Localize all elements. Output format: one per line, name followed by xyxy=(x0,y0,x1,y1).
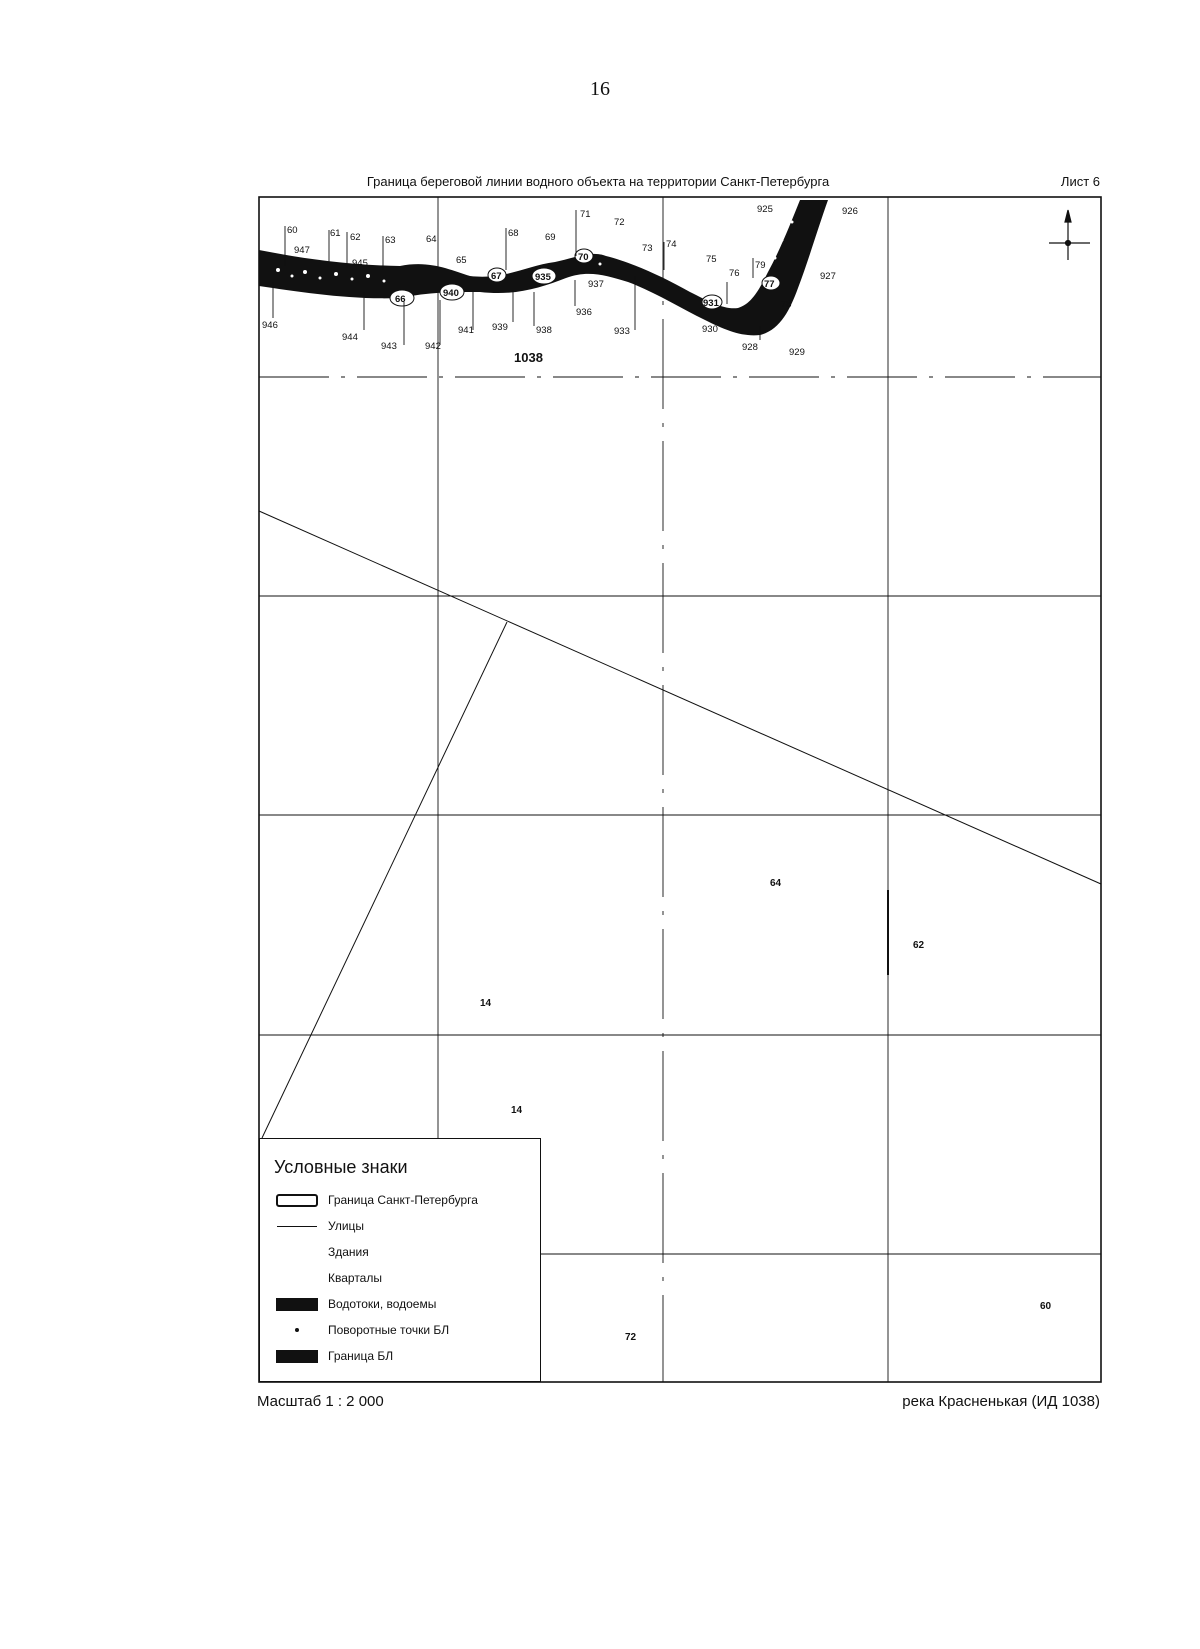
filled-symbol-icon xyxy=(274,1348,320,1364)
north-arrow-icon xyxy=(1049,210,1090,260)
point-label: 942 xyxy=(425,341,441,352)
point-label: 74 xyxy=(666,239,677,250)
streets xyxy=(259,511,1101,1138)
legend xyxy=(259,1138,541,1382)
map-scale: Масштаб 1 : 2 000 xyxy=(257,1393,384,1410)
legend-item-waterbodies xyxy=(274,1295,436,1313)
point-label: 75 xyxy=(706,254,717,265)
point-label: 945 xyxy=(352,258,368,269)
block-label: 14 xyxy=(511,1105,523,1116)
river-krasnenkaya xyxy=(259,200,828,335)
point-label: 925 xyxy=(757,204,773,215)
point-label: 65 xyxy=(456,255,467,266)
filled-symbol-icon xyxy=(274,1296,320,1312)
legend-item-buildings xyxy=(274,1243,369,1261)
river-name: река Красненькая (ИД 1038) xyxy=(902,1393,1100,1410)
point-label: 69 xyxy=(545,232,556,243)
block-label: 60 xyxy=(1040,1301,1052,1312)
block-label: 72 xyxy=(625,1332,637,1343)
block-label: 64 xyxy=(770,878,782,889)
point-label: 927 xyxy=(820,271,836,282)
point-label: 78 xyxy=(781,299,792,310)
point-label: 79 xyxy=(755,260,766,271)
point-label: 933 xyxy=(614,326,630,337)
point-label: 936 xyxy=(576,307,592,318)
point-label: 72 xyxy=(614,217,625,228)
point-label: 926 xyxy=(842,206,858,217)
point-label: 73 xyxy=(642,243,653,254)
legend-label: Здания xyxy=(328,1245,369,1259)
point-label: 61 xyxy=(330,228,341,239)
legend-label: Кварталы xyxy=(328,1271,382,1285)
point-label: 63 xyxy=(385,235,396,246)
legend-label: Поворотные точки БЛ xyxy=(328,1323,450,1337)
point-label: 946 xyxy=(262,320,278,331)
point-label: 64 xyxy=(426,234,437,245)
point-label: 939 xyxy=(492,322,508,333)
line-symbol-icon xyxy=(274,1218,320,1234)
point-label: 928 xyxy=(742,342,758,353)
legend-label: Улицы xyxy=(328,1219,365,1233)
outline-symbol-icon xyxy=(274,1192,320,1208)
point-label: 947 xyxy=(294,245,310,256)
page-number: 16 xyxy=(590,78,610,100)
point-label: 62 xyxy=(350,232,361,243)
legend-item-shoreline-border xyxy=(274,1347,393,1365)
block-label: 14 xyxy=(480,998,492,1009)
point-label: 935 xyxy=(535,272,551,283)
legend-label: Граница БЛ xyxy=(328,1349,394,1363)
legend-label: Граница Санкт-Петербурга xyxy=(328,1193,478,1207)
point-label: 60 xyxy=(287,225,298,236)
legend-item-blocks xyxy=(274,1269,382,1287)
point-label: 931 xyxy=(703,298,719,309)
point-label: 929 xyxy=(789,347,805,358)
legend-title: Условные знаки xyxy=(274,1157,408,1177)
block-label: 62 xyxy=(913,940,925,951)
point-label: 941 xyxy=(458,325,474,336)
point-label: 943 xyxy=(381,341,397,352)
point-label: 944 xyxy=(342,332,358,343)
legend-item-streets xyxy=(274,1217,364,1235)
point-label: 76 xyxy=(729,268,740,279)
dot-symbol-icon xyxy=(274,1322,320,1338)
empty-symbol-icon xyxy=(274,1270,320,1286)
point-label: 67 xyxy=(491,271,502,282)
object-id-label: 1038 xyxy=(514,350,543,365)
point-label: 68 xyxy=(508,228,519,239)
sheet-label: Лист 6 xyxy=(1060,174,1100,189)
legend-item-turning-points xyxy=(274,1321,449,1339)
legend-item-spb-border xyxy=(274,1191,478,1209)
point-label: 71 xyxy=(580,209,591,220)
point-label: 940 xyxy=(443,288,459,299)
point-label: 70 xyxy=(578,252,589,263)
point-label: 66 xyxy=(395,294,406,305)
point-label: 930 xyxy=(702,324,718,335)
point-label: 77 xyxy=(764,279,775,290)
block-labels xyxy=(480,878,1052,1343)
empty-symbol-icon xyxy=(274,1244,320,1260)
legend-label: Водотоки, водоемы xyxy=(328,1297,437,1311)
point-label: 937 xyxy=(588,279,604,290)
point-label: 938 xyxy=(536,325,552,336)
map-title: Граница береговой линии водного объекта на территории Санкт-Петербурга xyxy=(366,174,830,189)
